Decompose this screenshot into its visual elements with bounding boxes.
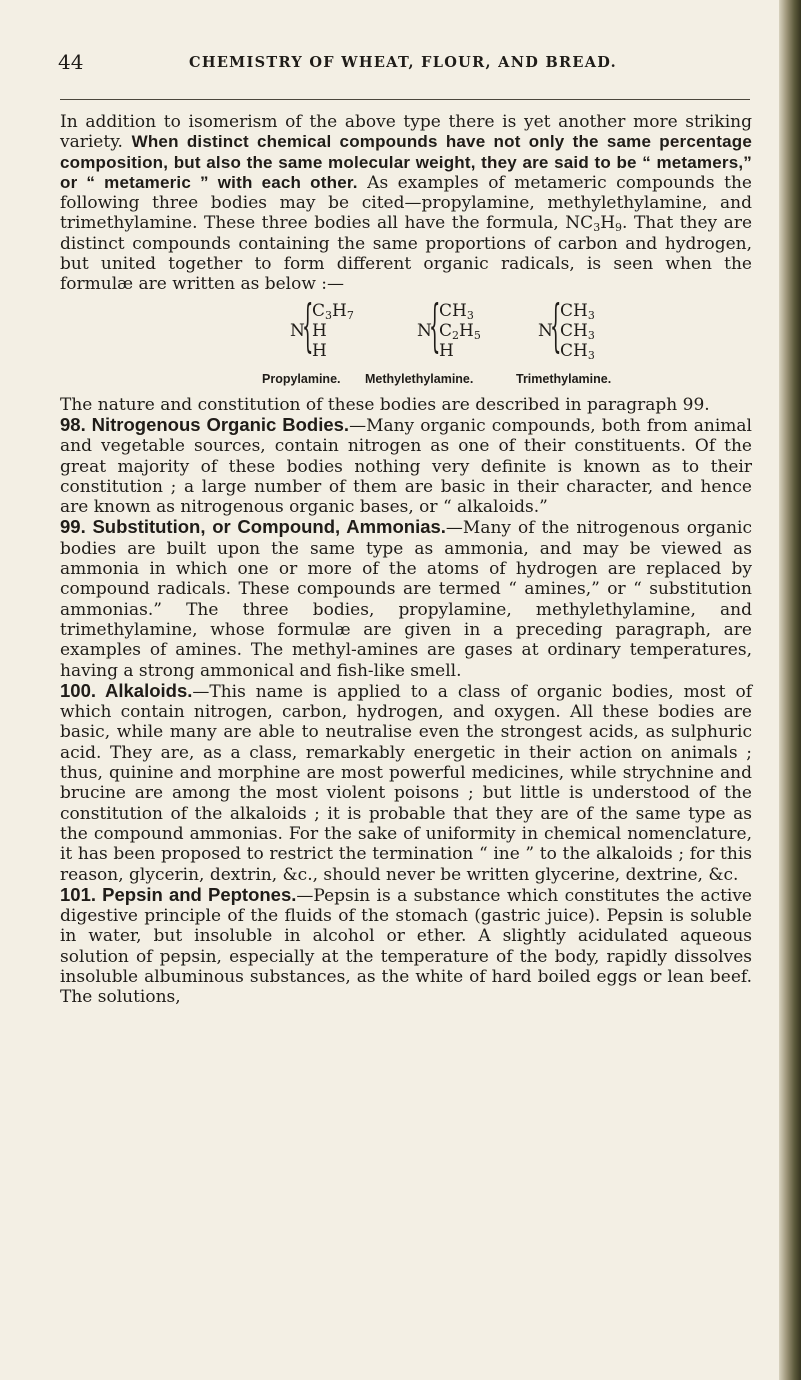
formula-label: Methylethylamine. <box>365 371 474 386</box>
book-binding-edge <box>779 0 801 1380</box>
page-header <box>58 50 748 84</box>
page-number: 44 <box>58 50 84 74</box>
formula-block: N { $C_3H_7$ H H Propylamine. N { $CH_3$ $C_2H_5$ H Methylethylamine. N { $CH_3$ $CH_3$ $CH_3$ Trimethylamine. <box>60 301 752 391</box>
section-heading: 99. Substitution, or Compound, Ammonias. <box>60 516 446 538</box>
intro-paragraph: In addition to isomerism of the above type there is yet another more striking variety. When distinct chemical compounds have not only the same percentage composition, but also the same molecular weight, they are said to be “ metamers,” or “ metameric ” with each other. As examples of metameric compounds the following three bodies may be cited—propylamine, methylethylamine, and trimethylamine. These three bodies all have the formula, $NC_3H_9$. That they are distinct compounds containing the same proportions of carbon and hydrogen, but united together to form different organic radicals, is seen when the formulæ are written as below :— <box>60 112 753 295</box>
formula-lines: $CH_3$ $CH_3$ $CH_3$ <box>560 300 595 362</box>
section-heading: 100. Alkaloids. <box>60 679 193 701</box>
formula-label: Propylamine. <box>262 371 341 386</box>
formula-lines: $CH_3$ $C_2H_5$ H <box>439 300 481 361</box>
formula-label: Trimethylamine. <box>516 371 612 386</box>
section-98: 98. Nitrogenous Organic Bodies.—Many organic compounds, both from animal and vegetable sources, contain nitrogen as one of their constituents. Of the great majority of these bodies nothing very definite is known as to their constitution ; a large number of them are basic in their character, and hence are known as nitrogenous organic bases, or “ alkaloids.” <box>60 413 752 518</box>
running-head: CHEMISTRY OF WHEAT, FLOUR, AND BREAD. <box>188 54 617 71</box>
section-101: 101. Pepsin and Peptones.—Pepsin is a substance which constitutes the active digestive principle of the fluids of the stomach (gastric juice). Pepsin is soluble in water, but insoluble in alcohol or ether. A slightly acidulated aqueous solution of pepsin, especially at the temperature of the body, rapidly dissolves insoluble albuminous substances, as the white of hard boiled eggs or lean beef. The solutions, <box>60 883 752 1008</box>
section-heading: 98. Nitrogenous Organic Bodies. <box>60 413 350 435</box>
section-heading: 101. Pepsin and Peptones. <box>60 883 297 905</box>
page-body <box>60 112 752 1008</box>
section-99: 99. Substitution, or Compound, Ammonias.—Many of the nitrogenous organic bodies are built upon the same type as ammonia, and may be viewed as ammonia in which one or more of the atoms of hydrogen are replaced by compound radicals. These compounds are termed “ amines,” or “ substitution ammonias.” The three bodies, propylamine, methylethylamine, and trimethylamine, whose formulæ are given in a preceding paragraph, are examples of amines. The methyl-amines are gases at ordinary temperatures, having a strong ammonical and fish-like smell. <box>60 516 752 681</box>
section-100: 100. Alkaloids.—This name is applied to a class of organic bodies, most of which contain nitrogen, carbon, hydrogen, and oxygen. All these bodies are basic, while many are able to neutralise even the strongest acids, as sulphuric acid. They are, as a class, remarkably energetic in their action on animals ; thus, quinine and morphine are most powerful medicines, while strychnine and brucine are among the most violent poisons ; but little is understood of the constitution of the alkaloids ; it is probable that they are of the same type as the compound ammonias. For the sake of uniformity in chemical nomenclature, it has been proposed to restrict the termination “ ine ” to the alkaloids ; for this reason, glycerin, dextrin, &c., should never be written glycerine, dextrine, &c. <box>60 679 752 885</box>
header-rule <box>60 99 750 100</box>
metamer-definition: When distinct chemical compounds have not only the same percentage composition, but also the same molecular weight, they are said to be “ metamers,” or “ metameric ” with each other. <box>60 132 752 192</box>
formula-reference-paragraph: The nature and constitution of these bodies are described in paragraph 99. <box>60 394 710 415</box>
formula-lines: $C_3H_7$ H H <box>312 300 354 361</box>
